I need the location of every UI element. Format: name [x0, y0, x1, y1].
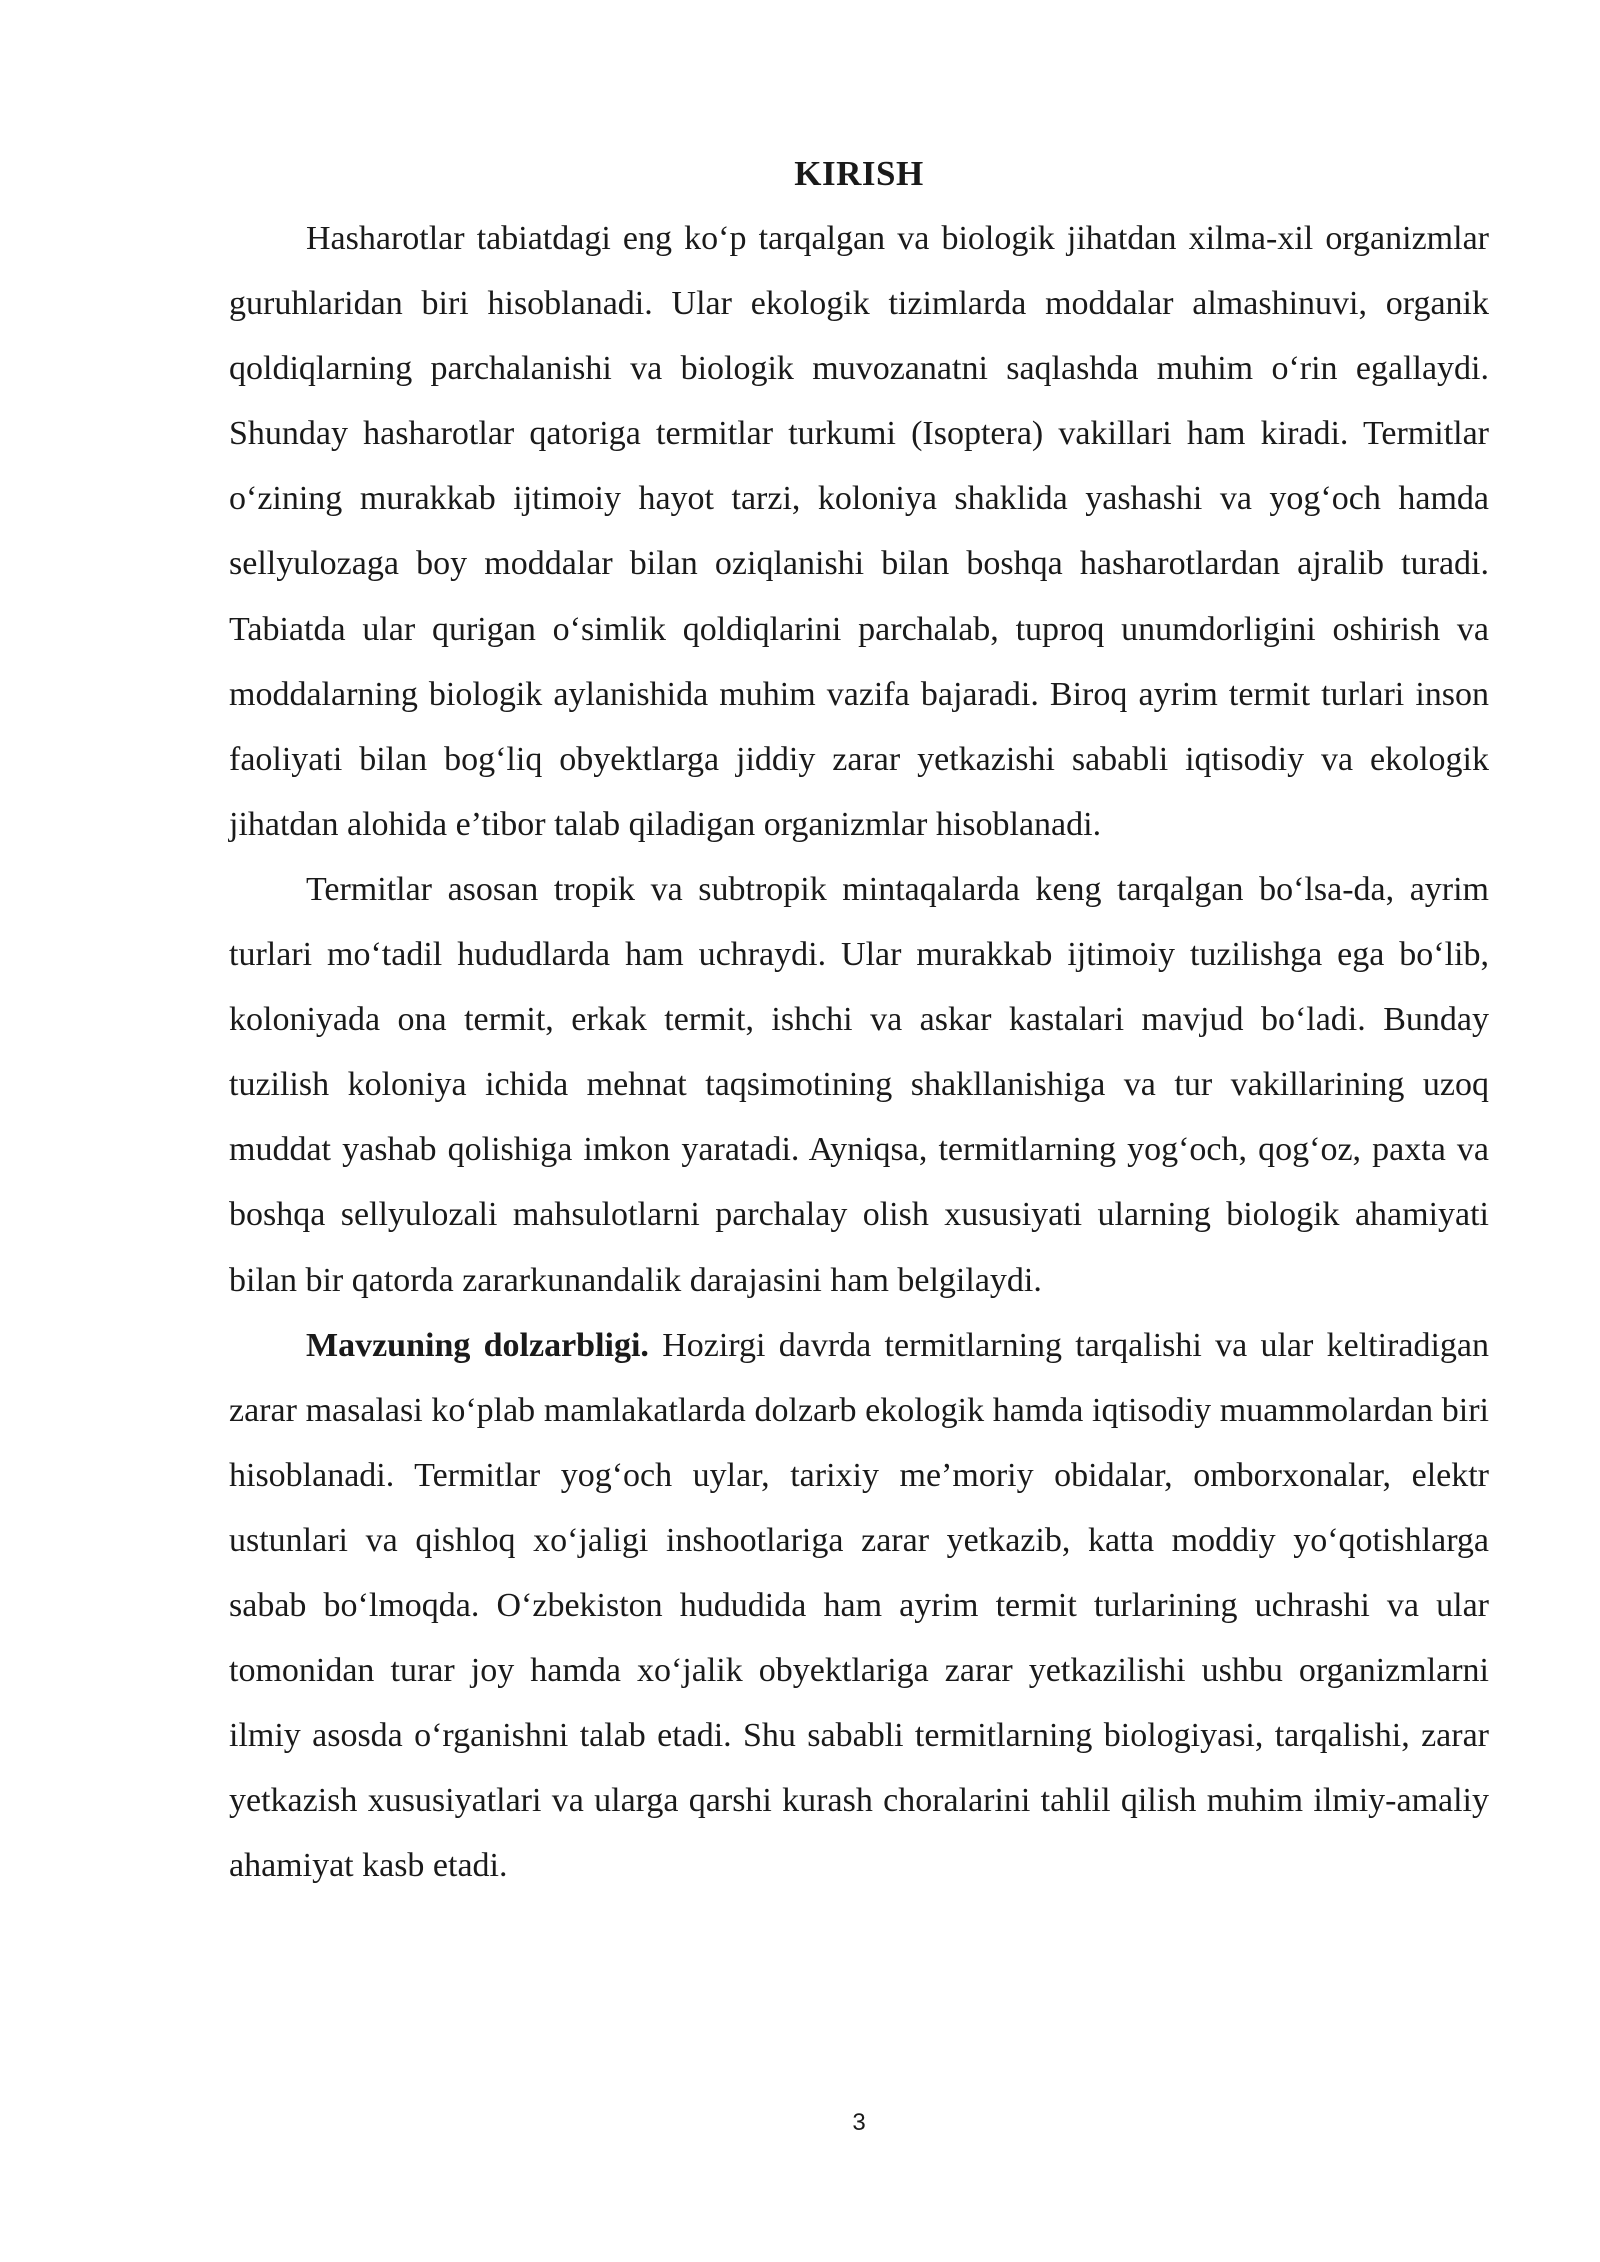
- paragraph-intro: [229, 206, 1489, 857]
- section-title: KIRISH: [794, 154, 924, 193]
- paragraph-relevance: [229, 1313, 1489, 1899]
- paragraph-distribution: [229, 857, 1489, 1313]
- page-number: 3: [852, 2109, 866, 2136]
- paragraph-lead: Mavzuning dolzarbligi.: [306, 1326, 649, 1364]
- paragraph-text: Hozirgi davrda termitlarning tarqalishi va ular keltiradigan zarar masalasi ko‘plab mamlakatlarda dolzarb ekologik hamda iqtisodiy muammolardan biri hisoblanadi. Termitlar yog‘och uylar, tarixiy me’moriy obidalar, omborxonalar, elektr ustunlari va qishloq xo‘jaligi inshootlariga zarar yetkazib, katta moddiy yo‘qotishlarga sabab bo‘lmoqda. O‘zbekiston hududida ham ayrim termit turlarining uchrashi va ular tomonidan turar joy hamda xo‘jalik obyektlariga zarar yetkazilishi ushbu organizmlarni ilmiy asosda o‘rganishni talab etadi. Shu sababli termitlarning biologiyasi, tarqalishi, zarar yetkazish xususiyatlari va ularga qarshi kurash choralarini tahlil qilish muhim ilmiy-amaliy ahamiyat kasb etadi.: [229, 1326, 1489, 1885]
- paragraph-text: Termitlar asosan tropik va subtropik mintaqalarda keng tarqalgan bo‘lsa-da, ayrim turlari mo‘tadil hududlarda ham uchraydi. Ular murakkab ijtimoiy tuzilishga ega bo‘lib, koloniyada ona termit, erkak termit, ishchi va askar kastalari mavjud bo‘ladi. Bunday tuzilish koloniya ichida mehnat taqsimotining shakllanishiga va tur vakillarining uzoq muddat yashab qolishiga imkon yaratadi. Ayniqsa, termitlarning yog‘och, qog‘oz, paxta va boshqa sellyulozali mahsulotlarni parchalay olish xususiyati ularning biologik ahamiyati bilan bir qatorda zararkunandalik darajasini ham belgilaydi.: [229, 870, 1489, 1299]
- page-content: [229, 148, 1489, 1898]
- paragraph-text: Hasharotlar tabiatdagi eng ko‘p tarqalgan va biologik jihatdan xilma-xil organizmlar guruhlaridan biri hisoblanadi. Ular ekologik tizimlarda moddalar almashinuvi, organik qoldiqlarning parchalanishi va biologik muvozanatni saqlashda muhim o‘rin egallaydi. Shunday hasharotlar qatoriga termitlar turkumi (Isoptera) vakillari ham kiradi. Termitlar o‘zining murakkab ijtimoiy hayot tarzi, koloniya shaklida yashashi va yog‘och hamda sellyulozaga boy moddalar bilan oziqlanishi bilan boshqa hasharotlardan ajralib turadi. Tabiatda ular qurigan o‘simlik qoldiqlarini parchalab, tuproq unumdorligini oshirish va moddalarning biologik aylanishida muhim vazifa bajaradi. Biroq ayrim termit turlari inson faoliyati bilan bog‘liq obyektlarga jiddiy zarar yetkazishi sababli iqtisodiy va ekologik jihatdan alohida e’tibor talab qiladigan organizmlar hisoblanadi.: [229, 220, 1489, 843]
